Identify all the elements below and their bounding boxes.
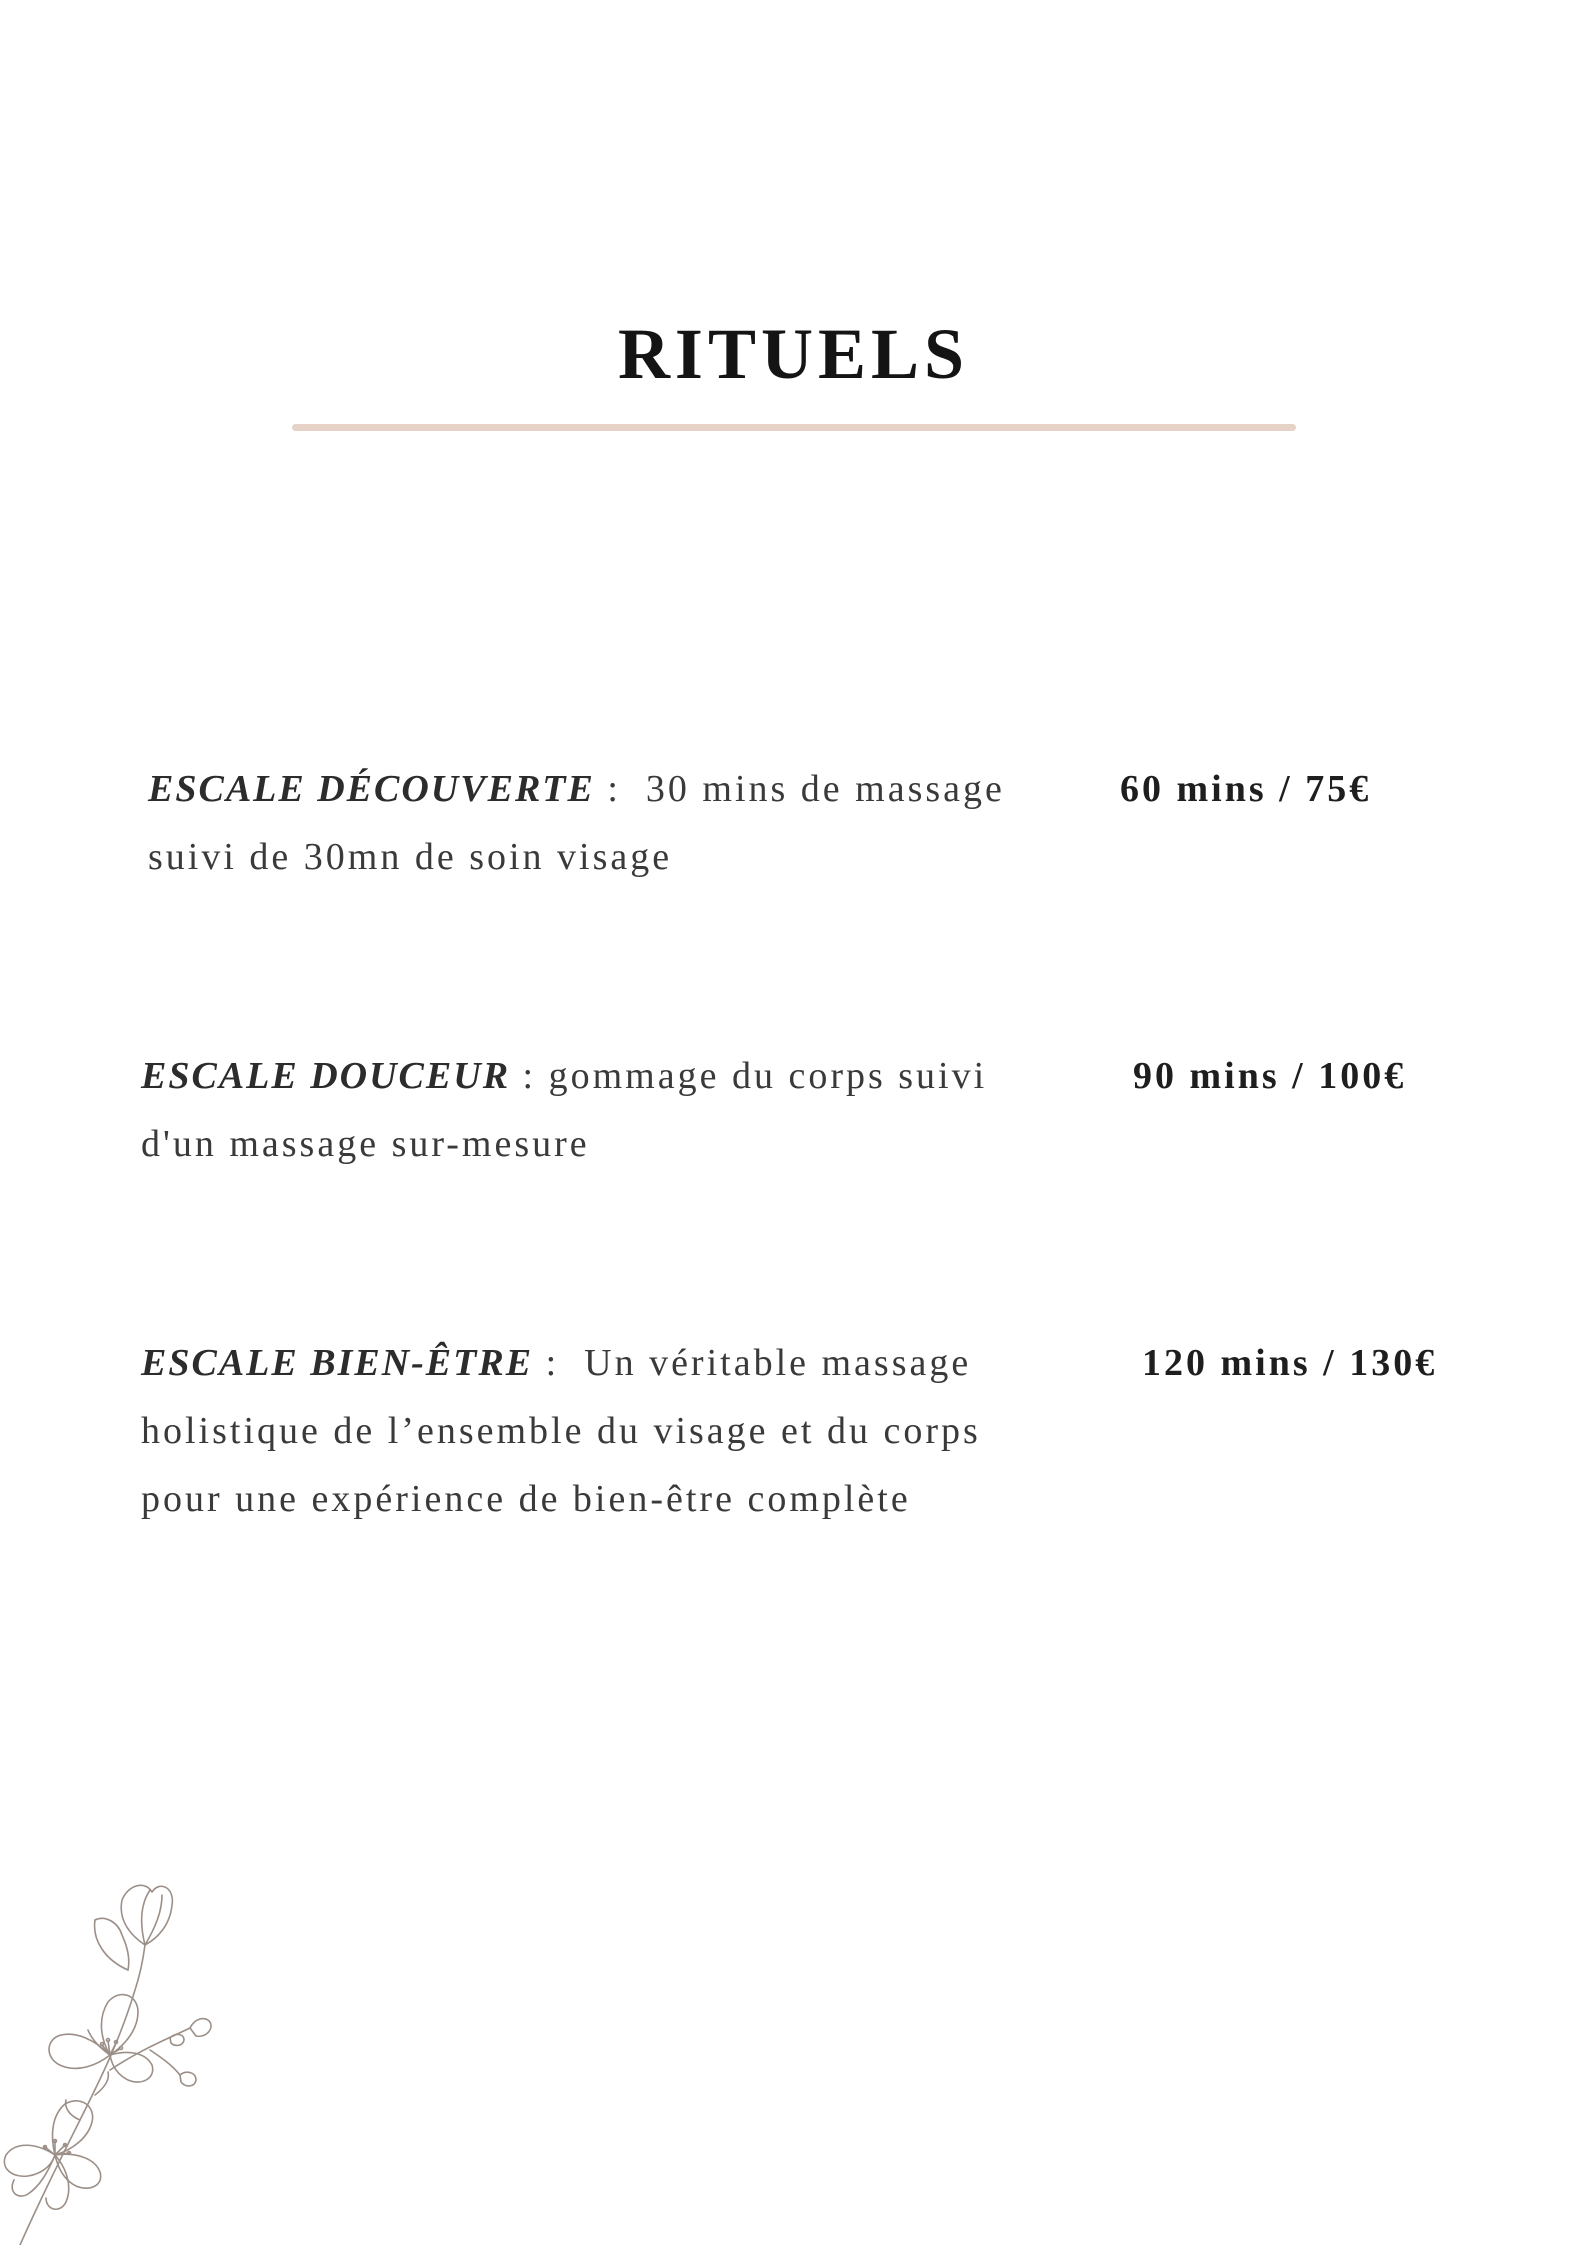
service-separator: : xyxy=(533,1342,585,1384)
magnolia-branch-icon xyxy=(0,1880,230,2245)
service-description-line1: 30 mins de massage xyxy=(645,768,1005,810)
service-description xyxy=(141,1042,1071,1178)
service-description-line1: gommage du corps suivi xyxy=(548,1055,988,1097)
service-name: ESCALE BIEN-ÊTRE xyxy=(141,1342,534,1384)
title-underline xyxy=(292,424,1296,431)
service-separator: : xyxy=(510,1055,549,1097)
service-price: 60 mins / 75€ xyxy=(1120,768,1372,810)
service-description-line2: suivi de 30mn de soin visage xyxy=(148,836,673,878)
service-price: 120 mins / 130€ xyxy=(1142,1342,1438,1384)
service-description xyxy=(148,755,1078,891)
service-separator: : xyxy=(594,768,646,810)
service-description-line2: d'un massage sur-mesure xyxy=(141,1123,590,1165)
service-price: 90 mins / 100€ xyxy=(1133,1055,1407,1097)
service-description-line1: Un véritable massage xyxy=(584,1342,972,1384)
service-description xyxy=(141,1329,1071,1533)
service-description-line3: pour une expérience de bien-être complète xyxy=(141,1478,911,1520)
page-title: RITUELS xyxy=(617,314,970,394)
service-name: ESCALE DÉCOUVERTE xyxy=(148,768,595,810)
service-description-line2: holistique de l’ensemble du visage et du corps xyxy=(141,1410,981,1452)
service-name: ESCALE DOUCEUR xyxy=(141,1055,511,1097)
